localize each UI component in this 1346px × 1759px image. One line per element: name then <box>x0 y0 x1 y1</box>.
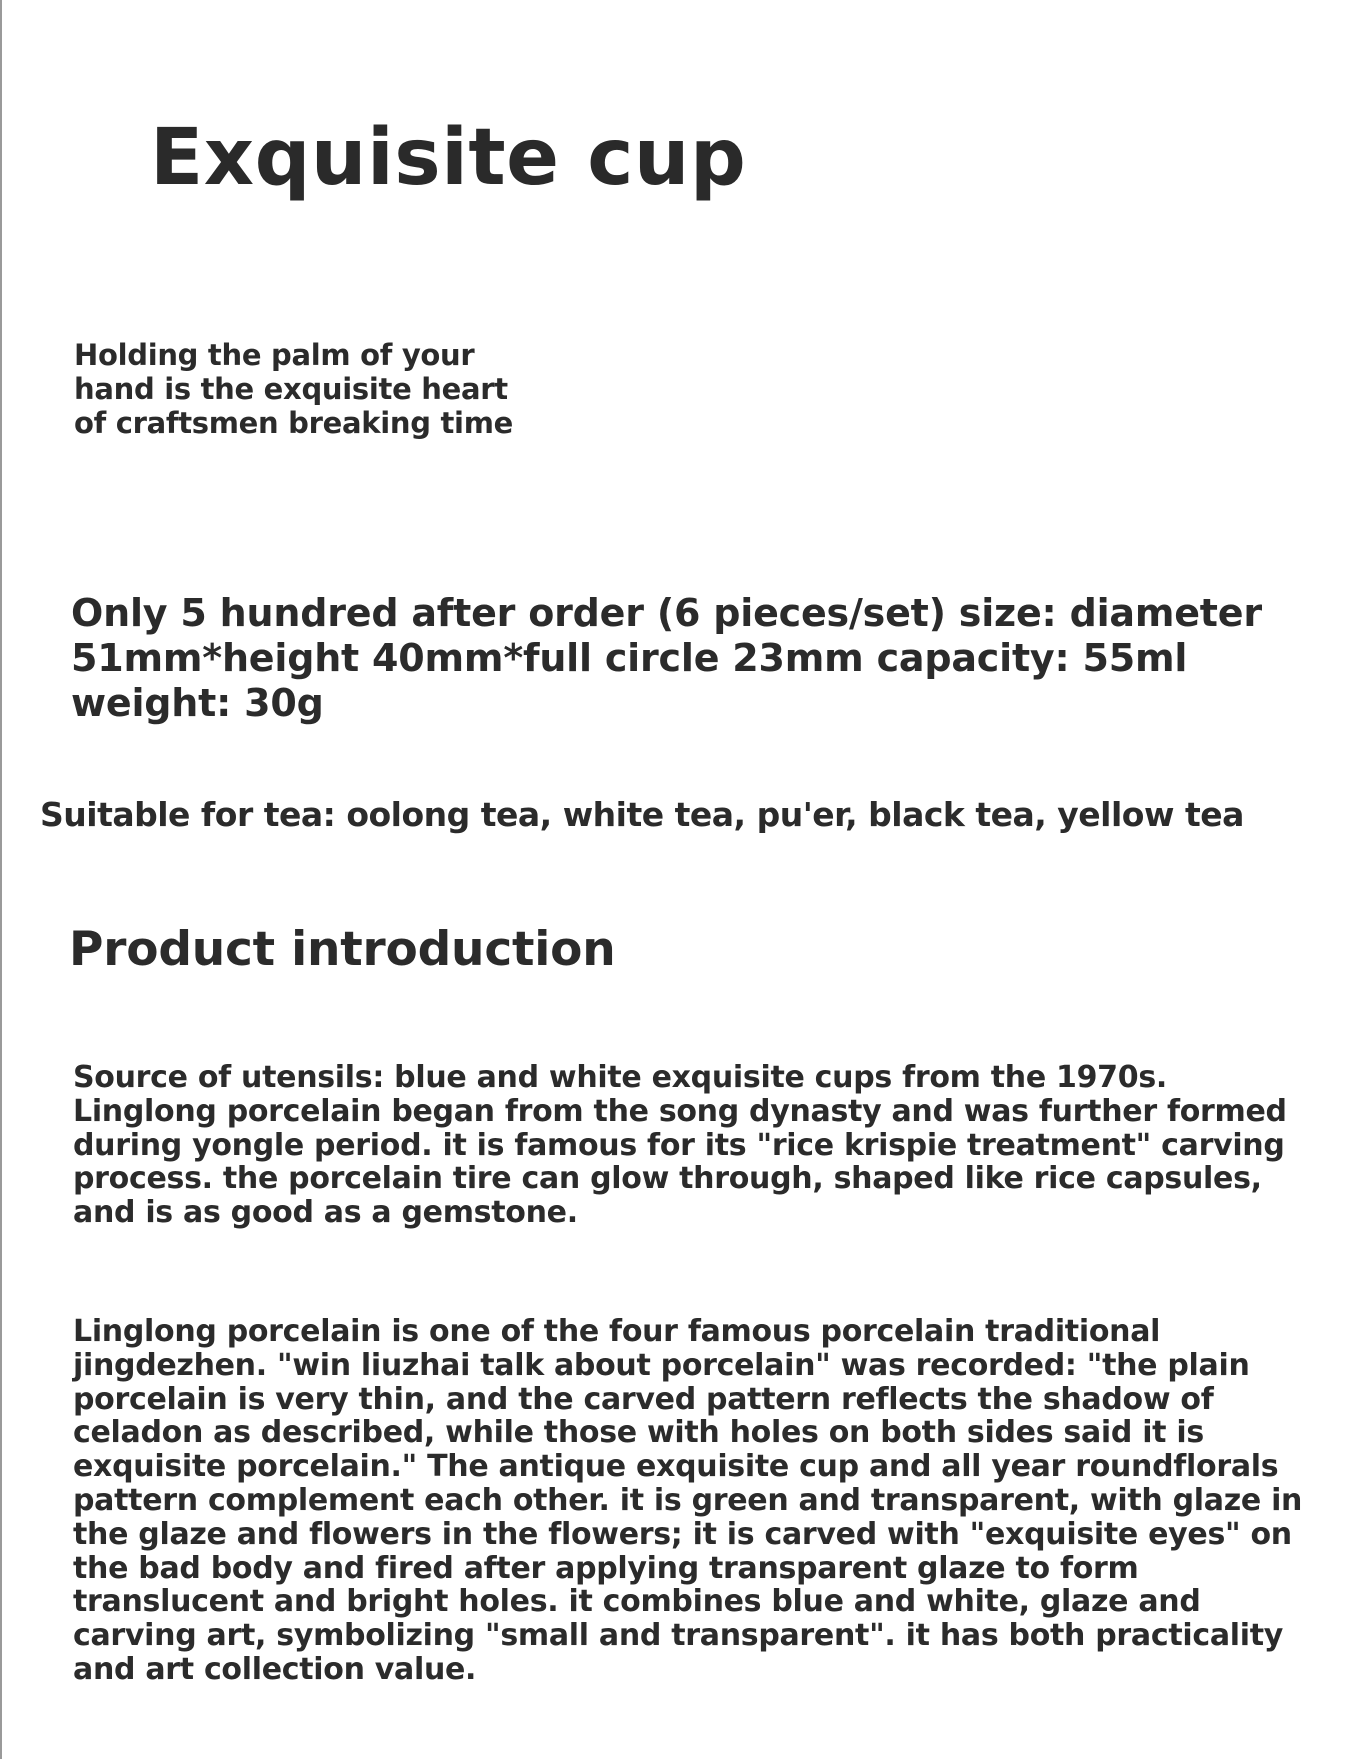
section-heading-product-introduction: Product introduction <box>69 922 616 977</box>
suitable-tea-list: Suitable for tea: oolong tea, white tea, pu'er, black tea, yellow tea <box>40 795 1244 834</box>
intro-paragraph-1: Source of utensils: blue and white exquisite cups from the 1970s. Linglong porcelain began from the song dynasty and was further formed during yongle period. it is famous for its "rice krispie treatment" carving process. the porcelain tire can glow through, shaped like rice capsules, and is as good as a gemstone. <box>73 1060 1287 1231</box>
page-title: Exquisite cup <box>150 113 747 203</box>
product-specs: Only 5 hundred after order (6 pieces/set) size: diameter 51mm*height 40mm*full circle 23mm capacity: 55ml weight: 30g <box>71 591 1262 725</box>
intro-paragraph-2: Linglong porcelain is one of the four famous porcelain traditional jingdezhen. "win liuzhai talk about porcelain" was recorded: "the plain porcelain is very thin, and the carved pattern reflects the shadow of celadon as described, while those with holes on both sides said it is exquisite porcelain." The antique exquisite cup and all year roundflorals pattern complement each other. it is green and transparent, with glaze in the glaze and flowers in the flowers; it is carved with "exquisite eyes" on the bad body and fired after applying transparent glaze to form translucent and bright holes. it combines blue and white, glaze and carving art, symbolizing "small and transparent". it has both practicality and art collection value. <box>73 1314 1303 1687</box>
page-left-border <box>0 0 2 1759</box>
tagline: Holding the palm of your hand is the exquisite heart of craftsmen breaking time <box>74 338 513 440</box>
